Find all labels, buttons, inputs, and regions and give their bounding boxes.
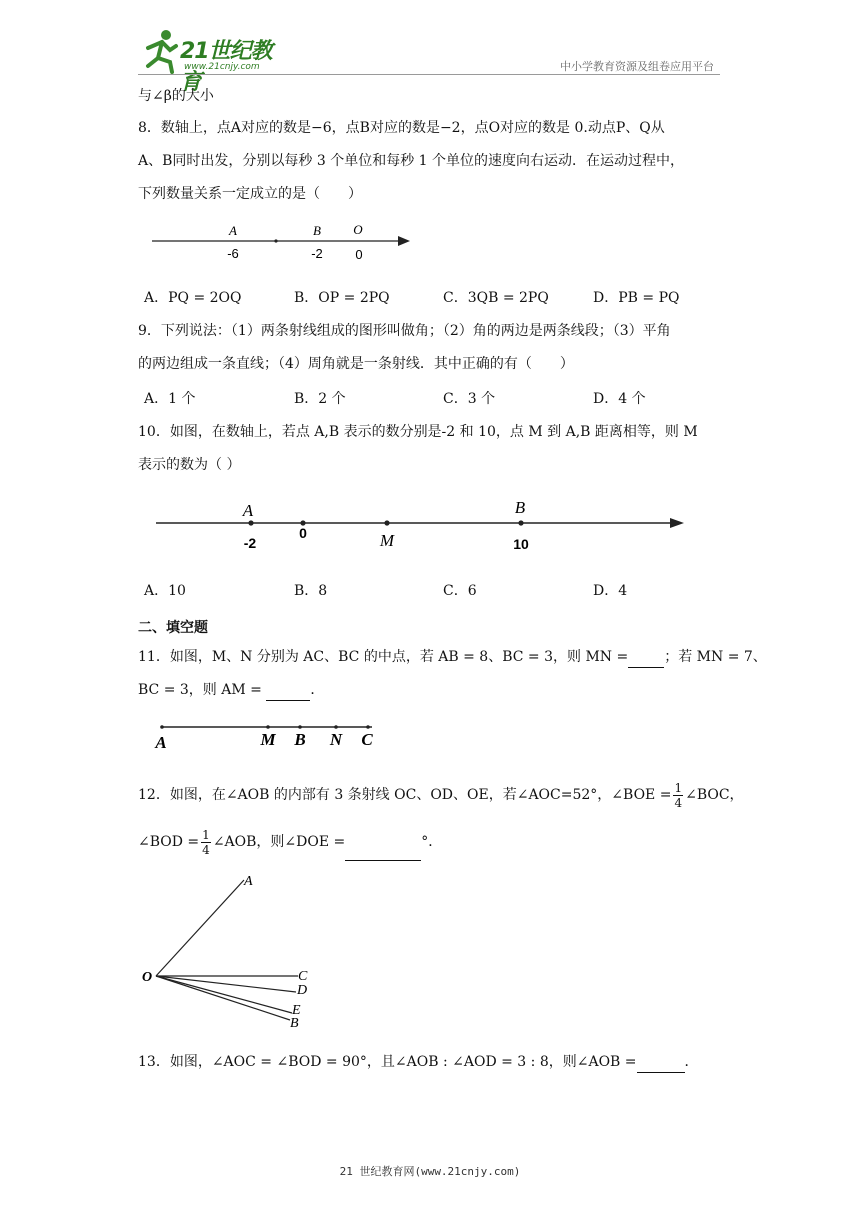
logo-text: 21世纪教育 [180,39,272,95]
q12-line2 [138,824,442,861]
q9-option-c[interactable]: C．3 个 [443,391,496,407]
q8-number-line [148,220,418,268]
q11-text-1b: ；若 MN = 7、 [664,649,767,665]
q8-option-d[interactable]: D．PB = PQ [593,290,680,306]
q13-text-1b: ． [684,1054,699,1070]
q8-line3: 下列数量关系一定成立的是（ ） [138,186,362,202]
q11-text-1a: 11．如图，M、N 分别为 AC、BC 的中点，若 AB = 8、BC = 3，则 MN = [138,649,629,665]
logo [140,28,290,95]
q12-line1 [138,777,744,813]
q11-label-c: C [361,730,373,749]
q12-label-o: O [142,970,153,985]
q8-num-o: 0 [355,247,363,262]
q11-label-a: A [155,733,167,752]
q12-label-e: E [292,1003,301,1018]
q11-line2 [138,680,324,701]
q8-option-c[interactable]: C．3QB = 2PQ [443,290,549,306]
q13-text-1a: 13．如图，∠AOC = ∠BOD = 90°，且∠AOB : ∠AOD = 3 : 8，则∠AOB = [138,1054,637,1070]
q10-line2: 表示的数为（ ） [138,457,241,473]
q8-option-a[interactable]: A．PQ = 2OQ [144,290,242,306]
header-divider [138,74,720,75]
q12-text-1b: ∠BOC， [685,787,744,803]
q11-line1 [138,647,767,668]
q9-option-a[interactable]: A．1 个 [144,391,196,407]
q11-label-m: M [260,730,276,749]
q12-fraction-2 [201,828,211,857]
q8-num-b: -2 [311,246,323,261]
q10-line1: 10．如图，在数轴上，若点 A,B 表示的数分别是-2 和 10，点 M 到 A,B 距离相等，则 M [138,424,698,440]
q9-option-b[interactable]: B．2 个 [294,391,346,407]
q12-angle-figure [140,868,320,1033]
q12-text-2a: ∠BOD = [138,834,200,850]
q8-num-a: -6 [227,246,239,261]
q10-option-c[interactable]: C．6 [443,583,477,599]
q9-line1: 9．下列说法：（1）两条射线组成的图形叫做角；（2）角的两边是两条线段；（3）平角 [138,323,671,339]
q11-text-2b: ． [310,682,325,698]
q12-frac-2-num: 1 [202,827,210,842]
q12-frac-2-den: 4 [202,842,210,857]
q10-option-a[interactable]: A．10 [144,583,186,599]
q8-label-a: A [229,223,237,238]
q12-frac-1-den: 4 [674,795,683,810]
q8-label-b: B [313,223,321,238]
q12-label-d: D [297,983,308,998]
q8-option-b[interactable]: B．OP = 2PQ [294,290,390,306]
q10-label-m: M [379,531,395,550]
q10-option-d[interactable]: D．4 [593,583,628,599]
q11-blank-am[interactable] [266,680,310,701]
q11-blank-mn[interactable] [628,647,664,668]
q10-label-a: A [242,501,254,520]
runner-logo-icon [140,28,180,74]
q8-label-o: O [353,222,363,237]
platform-name: 中小学教育资源及组卷应用平台 [560,60,714,73]
q11-text-2a: BC = 3，则 AM = [138,682,262,698]
q11-label-n: N [329,730,343,749]
q12-text-2b: ∠AOB，则∠DOE = [212,834,346,850]
q10-label-b: B [514,498,526,517]
q12-label-b: B [290,1016,299,1031]
q11-label-b: B [294,730,306,749]
q12-label-a: A [244,874,253,889]
q8-line2: A、B同时出发，分别以每秒 3 个单位和每秒 1 个单位的速度向右运动．在运动过程中， [138,153,685,169]
q12-fraction-1 [673,781,683,810]
q12-blank-doe[interactable] [345,824,421,861]
q10-num-zero: 0 [299,525,307,541]
logo-url: www.21cnjy.com [184,62,260,72]
q13-line1 [138,1052,699,1073]
q8-line1: 8．数轴上，点A对应的数是−6，点B对应的数是−2，点O对应的数是 0.动点P、Q从 [138,120,665,136]
q9-option-d[interactable]: D．4 个 [593,391,646,407]
q7-tail: 与∠β的大小 [138,88,214,104]
q10-option-b[interactable]: B．8 [294,583,328,599]
q10-num-b: 10 [513,536,529,552]
q12-frac-1-num: 1 [674,780,683,795]
q11-segment-figure [150,718,380,754]
q12-text-1a: 12．如图，在∠AOB 的内部有 3 条射线 OC、OD、OE，若∠AOC=52°，∠BOE = [138,787,672,803]
q13-blank-aob[interactable] [637,1052,685,1073]
q12-label-c: C [298,969,308,984]
section-title-fill-in: 二、填空题 [138,620,208,636]
q10-num-a: -2 [243,535,257,551]
q10-number-line [150,494,690,558]
q9-line2: 的两边组成一条直线；（4）周角就是一条射线．其中正确的有（ ） [138,356,574,372]
q12-text-2c: °． [421,834,443,850]
page-footer: 21 世纪教育网(www.21cnjy.com) [339,1165,521,1178]
